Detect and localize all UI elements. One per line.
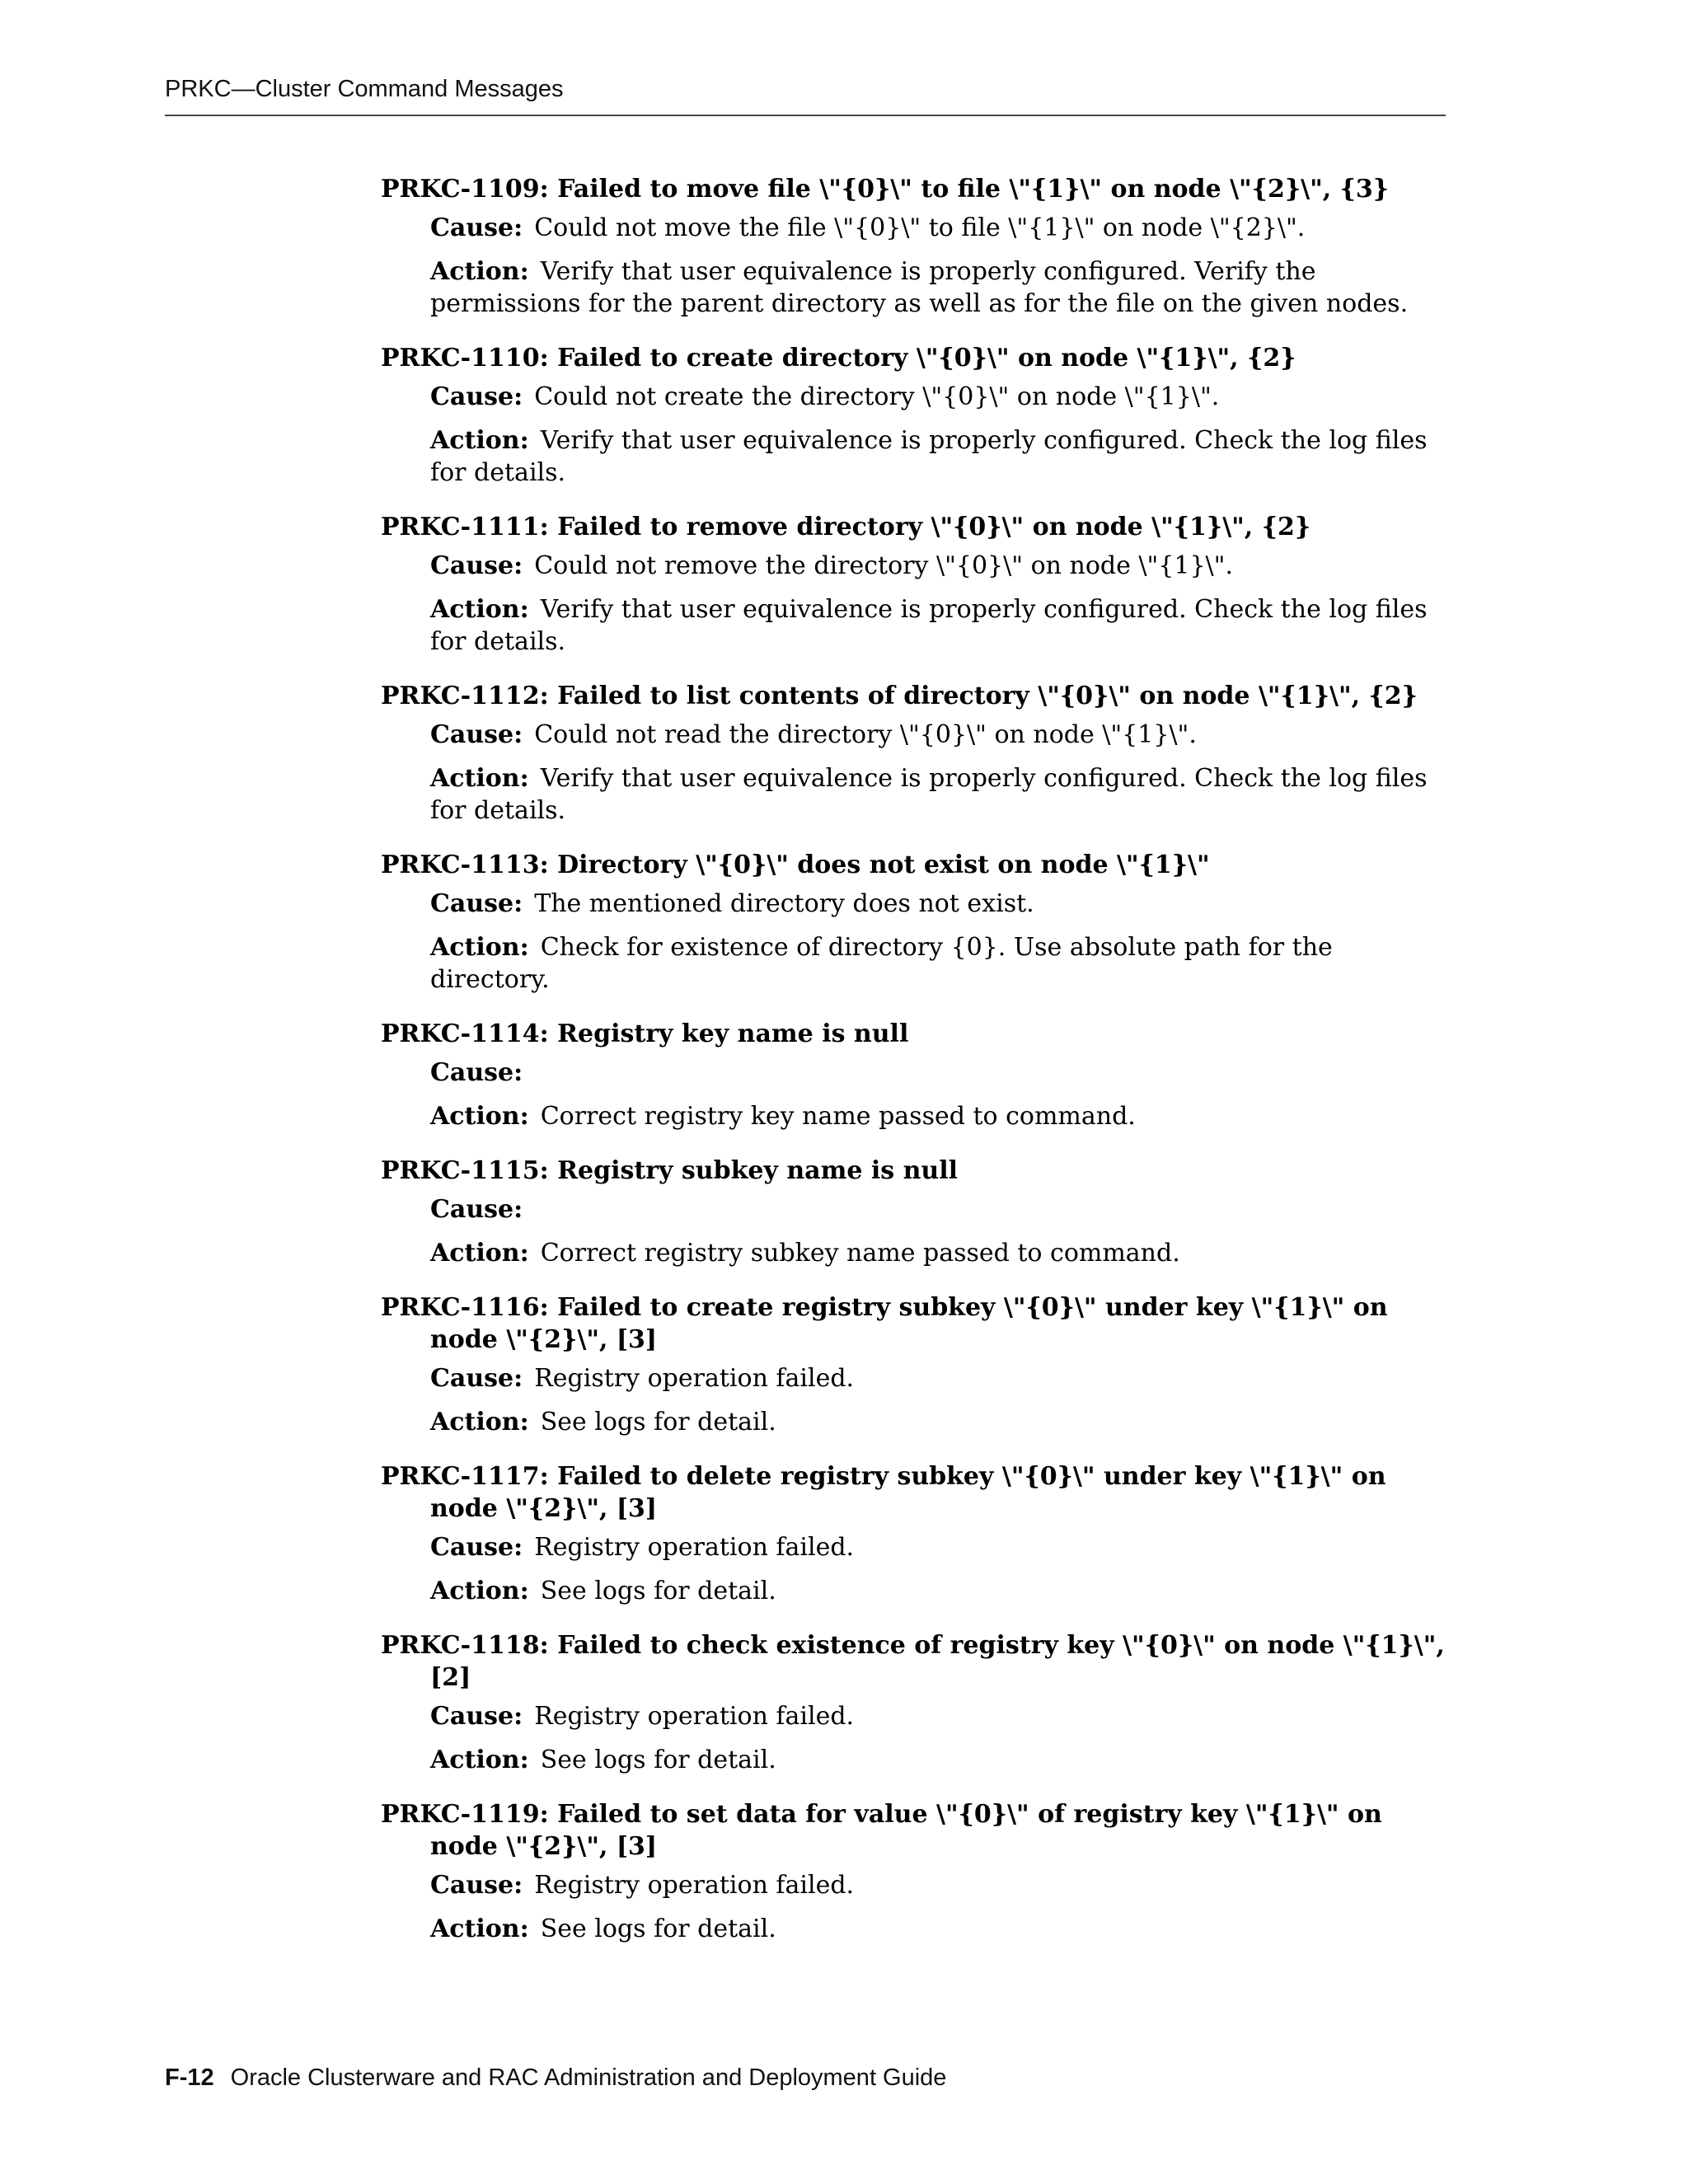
- action-line: [430, 593, 1452, 658]
- cause-text: Registry operation failed.: [534, 1364, 855, 1393]
- cause-label: Cause:: [430, 551, 523, 580]
- cause-line: [430, 550, 1452, 582]
- cause-text: Registry operation failed.: [534, 1702, 855, 1731]
- action-text: Correct registry subkey name passed to command.: [540, 1239, 1180, 1268]
- action-line: [430, 424, 1452, 489]
- cause-label: Cause:: [430, 1058, 523, 1087]
- action-line: [430, 1575, 1452, 1607]
- cause-text: Could not move the file \"{0}\" to file \"{1}\" on node \"{2}\".: [534, 213, 1306, 242]
- action-label: Action:: [430, 426, 529, 455]
- book-title: Oracle Clusterware and RAC Administration and Deployment Guide: [230, 2064, 947, 2091]
- action-text: See logs for detail.: [540, 1408, 776, 1436]
- page-footer: [165, 2064, 946, 2092]
- message-entry: [381, 1018, 1452, 1132]
- cause-text: Could not create the directory \"{0}\" on node \"{1}\".: [534, 382, 1220, 411]
- cause-label: Cause:: [430, 213, 523, 242]
- message-title: PRKC-1119: Failed to set data for value \"{0}\" of registry key \"{1}\" on node \"{2}\", [3]: [381, 1800, 1382, 1861]
- cause-line: [430, 1869, 1452, 1901]
- message-entry: [381, 1291, 1452, 1438]
- message-entry: [381, 1155, 1452, 1269]
- message-title: PRKC-1114: Registry key name is null: [381, 1019, 909, 1048]
- action-label: Action:: [430, 1408, 529, 1436]
- action-label: Action:: [430, 1577, 529, 1605]
- message-title: PRKC-1113: Directory \"{0}\" does not exist on node \"{1}\": [381, 851, 1210, 879]
- action-line: [430, 1406, 1452, 1438]
- message-entry: [381, 849, 1452, 996]
- action-text: Correct registry key name passed to command.: [540, 1102, 1136, 1131]
- cause-label: Cause:: [430, 720, 523, 749]
- cause-text: Could not read the directory \"{0}\" on node \"{1}\".: [534, 720, 1197, 749]
- action-text: See logs for detail.: [540, 1577, 776, 1605]
- message-title: PRKC-1115: Registry subkey name is null: [381, 1156, 959, 1185]
- action-line: [430, 1237, 1452, 1269]
- cause-label: Cause:: [430, 1871, 523, 1900]
- action-text: Verify that user equivalence is properly configured. Check the log files for details.: [430, 595, 1428, 656]
- cause-label: Cause:: [430, 1195, 523, 1224]
- message-title: PRKC-1112: Failed to list contents of directory \"{0}\" on node \"{1}\", {2}: [381, 682, 1418, 710]
- action-line: [430, 1913, 1452, 1945]
- message-entry: [381, 1629, 1452, 1776]
- message-entry: [381, 680, 1452, 827]
- message-entry: [381, 342, 1452, 489]
- cause-text: Registry operation failed.: [534, 1871, 855, 1900]
- action-line: [430, 1100, 1452, 1132]
- action-label: Action:: [430, 1102, 529, 1131]
- cause-line: [430, 719, 1452, 751]
- cause-label: Cause:: [430, 1533, 523, 1562]
- page-number: F-12: [165, 2064, 214, 2091]
- action-text: See logs for detail.: [540, 1746, 776, 1774]
- message-entry: [381, 1798, 1452, 1945]
- action-label: Action:: [430, 595, 529, 624]
- message-title: PRKC-1116: Failed to create registry subkey \"{0}\" under key \"{1}\" on node \"{2}\", [3]: [381, 1293, 1388, 1354]
- message-title: PRKC-1117: Failed to delete registry subkey \"{0}\" under key \"{1}\" on node \"{2}\", [3]: [381, 1462, 1386, 1523]
- cause-line: [430, 1362, 1452, 1394]
- action-text: Verify that user equivalence is properly configured. Verify the permissions for the parent directory as well as for the file on the given nodes.: [430, 257, 1409, 318]
- message-entry: [381, 1460, 1452, 1607]
- action-line: [430, 931, 1452, 996]
- action-label: Action:: [430, 257, 529, 286]
- header-divider: [165, 115, 1446, 116]
- action-text: See logs for detail.: [540, 1915, 776, 1943]
- message-list: [381, 173, 1452, 1967]
- action-line: [430, 255, 1452, 320]
- cause-line: [430, 1057, 1452, 1089]
- message-title: PRKC-1118: Failed to check existence of registry key \"{0}\" on node \"{1}\", [2]: [381, 1631, 1445, 1692]
- action-text: Check for existence of directory {0}. Use absolute path for the directory.: [430, 933, 1333, 994]
- cause-line: [430, 1700, 1452, 1732]
- cause-line: [430, 212, 1452, 244]
- action-text: Verify that user equivalence is properly configured. Check the log files for details.: [430, 764, 1428, 825]
- action-line: [430, 762, 1452, 827]
- message-entry: [381, 173, 1452, 320]
- cause-label: Cause:: [430, 382, 523, 411]
- cause-line: [430, 888, 1452, 920]
- cause-line: [430, 1193, 1452, 1226]
- action-label: Action:: [430, 1746, 529, 1774]
- cause-label: Cause:: [430, 889, 523, 918]
- cause-label: Cause:: [430, 1702, 523, 1731]
- action-label: Action:: [430, 764, 529, 793]
- cause-text: The mentioned directory does not exist.: [534, 889, 1034, 918]
- action-text: Verify that user equivalence is properly configured. Check the log files for details.: [430, 426, 1428, 487]
- cause-text: Could not remove the directory \"{0}\" on node \"{1}\".: [534, 551, 1233, 580]
- running-header: PRKC—Cluster Command Messages: [165, 76, 564, 102]
- message-title: PRKC-1110: Failed to create directory \"{0}\" on node \"{1}\", {2}: [381, 344, 1296, 373]
- message-title: PRKC-1111: Failed to remove directory \"{0}\" on node \"{1}\", {2}: [381, 513, 1311, 541]
- cause-line: [430, 1531, 1452, 1563]
- action-label: Action:: [430, 1239, 529, 1268]
- message-entry: [381, 511, 1452, 658]
- action-label: Action:: [430, 933, 529, 962]
- cause-label: Cause:: [430, 1364, 523, 1393]
- cause-line: [430, 381, 1452, 413]
- action-label: Action:: [430, 1915, 529, 1943]
- message-title: PRKC-1109: Failed to move file \"{0}\" to file \"{1}\" on node \"{2}\", {3}: [381, 175, 1390, 204]
- cause-text: Registry operation failed.: [534, 1533, 855, 1562]
- action-line: [430, 1744, 1452, 1776]
